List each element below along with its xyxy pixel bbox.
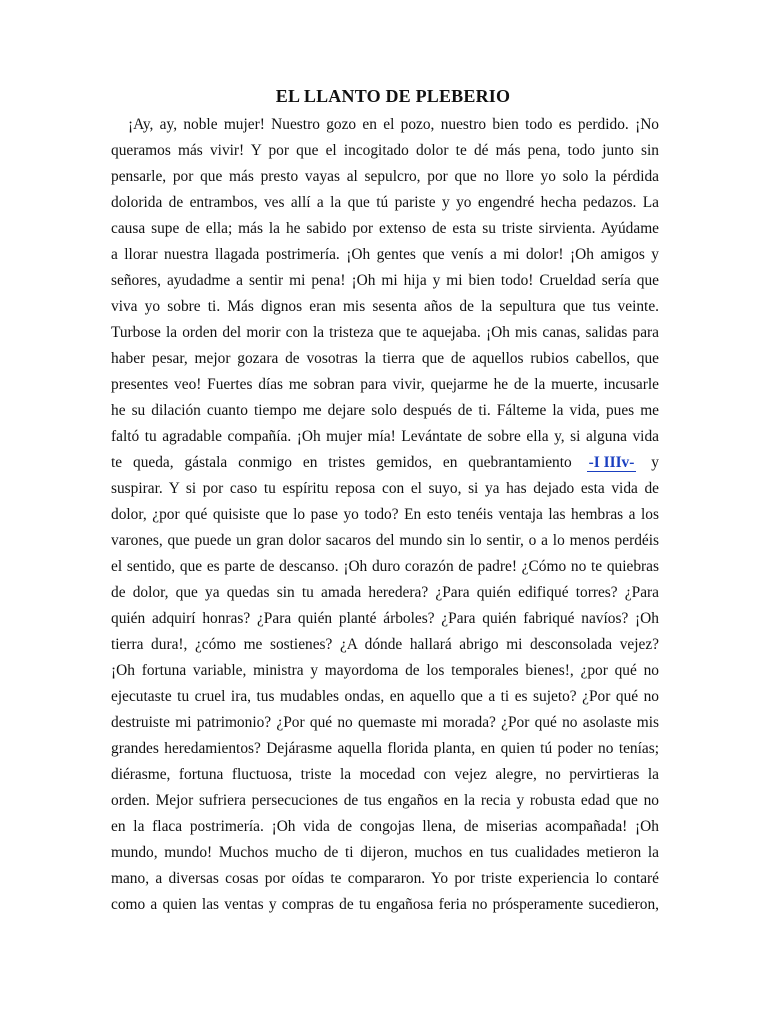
text-line: dolorida de entrambos, ves allí a la que tú pariste y yo engendré hecha pedazos. La [111, 194, 659, 211]
text-line: ¡Ay, ay, noble mujer! Nuestro gozo en el pozo, nuestro bien todo es perdido. ¡No [128, 116, 659, 133]
text-line: señores, ayudadme a sentir mi pena! ¡Oh mi hija y mi bien todo! Crueldad sería que [111, 272, 659, 289]
text-line: queramos más vivir! Y por que el incogitado dolor te dé más pena, todo junto sin [111, 142, 659, 159]
text-line: presentes veo! Fuertes días me sobran para vivir, quejarme he de la muerte, incusarle [111, 376, 659, 393]
text-line: suspirar. Y si por caso tu espíritu reposa con el suyo, si ya has dejado esta vida de [111, 480, 659, 497]
page-reference-link[interactable]: -I IIIv- [588, 454, 635, 471]
text-line: el sentido, que es parte de descanso. ¡Oh duro corazón de padre! ¿Cómo no te quiebras [111, 558, 659, 575]
text-line: ejecutaste tu cruel ira, tus mudables ondas, en aquello que a ti es sujeto? ¿Por qué no [111, 688, 659, 705]
text-line: de dolor, que ya quedas sin tu amada heredera? ¿Para quién edifiqué torres? ¿Para [111, 584, 659, 601]
text-line: quién adquirí honras? ¿Para quién planté árboles? ¿Para quién fabriqué navíos? ¡Oh [111, 610, 659, 627]
text-line: viva yo sobre ti. Más dignos eran mis sesenta años de la sepultura que tus veinte. [111, 298, 659, 315]
text-line: como a quien las ventas y compras de tu engañosa feria no prósperamente sucedieron, [111, 896, 659, 913]
document-title: EL LLANTO DE PLEBERIO [275, 86, 511, 106]
text-line: grandes heredamientos? Dejárasme aquella florida planta, en quien tú poder no tenías; [111, 740, 659, 757]
text-line [111, 450, 659, 476]
text-line: he su dilación cuanto tiempo me dejare solo después de ti. Fálteme la vida, pues me [111, 402, 659, 419]
text-line: destruiste mi patrimonio? ¿Por qué no quemaste mi morada? ¿Por qué no asolaste mis [111, 714, 659, 731]
text-fragment: y [651, 454, 659, 471]
text-line: en la flaca postrimería. ¡Oh vida de congojas llena, de miserias acompañada! ¡Oh [111, 818, 659, 835]
text-line: causa supe de ella; más la he sabido por extenso de esta su triste sirvienta. Ayúdame [111, 220, 659, 237]
text-line: ¡Oh fortuna variable, ministra y mayordoma de los temporales bienes!, ¿por qué no [111, 662, 659, 679]
text-line: a llorar nuestra llagada postrimería. ¡Oh gentes que venís a mi dolor! ¡Oh amigos y [111, 246, 659, 263]
document-body [111, 112, 659, 918]
text-line: tierra dura!, ¿cómo me sostienes? ¿A dónde hallará abrigo mi desconsolada vejez? [111, 636, 659, 653]
text-line: haber pesar, mejor gozara de vosotras la tierra que de aquellos rubios cabellos, que [111, 350, 659, 367]
text-line: varones, que puede un gran dolor sacaros del mundo sin lo sentir, o a lo menos perdéis [111, 532, 659, 549]
text-line: dolor, ¿por qué quisiste que lo pase yo todo? En esto tenéis ventaja las hembras a los [111, 506, 659, 523]
text-line: mano, a diversas cosas por oídas te compararon. Yo por triste experiencia lo contaré [111, 870, 659, 887]
text-line: Turbose la orden del morir con la tristeza que te aquejaba. ¡Oh mis canas, salidas para [111, 324, 659, 341]
text-line: faltó tu agradable compañía. ¡Oh mujer mía! Levántate de sobre ella y, si alguna vida [111, 428, 659, 445]
text-fragment: te queda, gástala conmigo en tristes gemidos, en quebrantamiento [111, 454, 572, 471]
text-line: diérasme, fortuna fluctuosa, triste la mocedad con vejez alegre, no pervirtieras la [111, 766, 659, 783]
text-line: orden. Mejor sufriera persecuciones de tus engaños en la recia y robusta edad que no [111, 792, 659, 809]
text-line: pensarle, por que más presto vayas al sepulcro, por que no llore yo solo la pérdida [111, 168, 659, 185]
text-line: mundo, mundo! Muchos mucho de ti dijeron, muchos en tus cualidades metieron la [111, 844, 659, 861]
